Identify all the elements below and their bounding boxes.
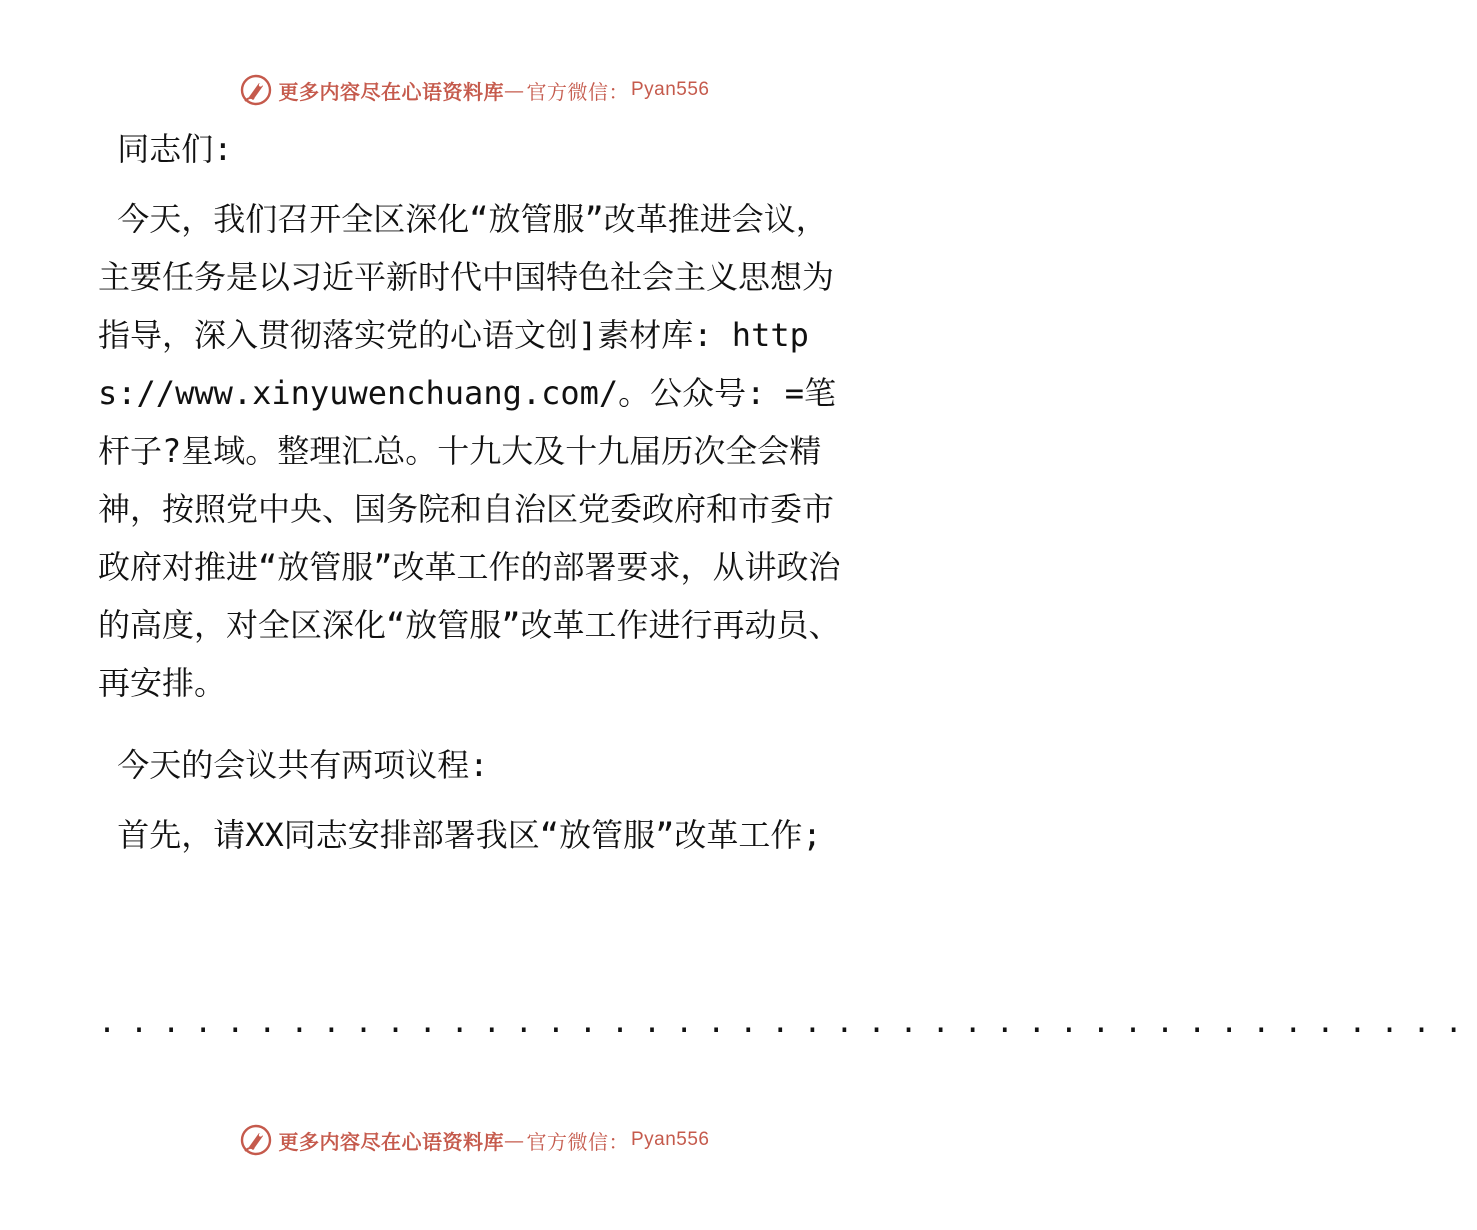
paragraph-first-item: 首先，请XX同志安排部署我区“放管服”改革工作; xyxy=(98,816,822,854)
watermark-label: 官方微信： xyxy=(526,1129,629,1154)
paragraph-intro: 今天，我们召开全区深化“放管服”改革推进会议，主要任务是以习近平新时代中国特色社会主义思想为指导，深入贯彻落实党的心语文创]素材库: https://www.xinyuwenchuang.com/。公众号: =笔杆子?星域。整理汇总。十九大及十九届历次全会精神，按照党中央、国务院和自治区党委政府和市委市政府对推进“放管服”改革工作的部署要求，从讲政治的高度，对全区深化“放管服”改革工作进行再动员、再安排。 xyxy=(98,200,841,702)
fountain-pen-logo-icon xyxy=(240,1124,272,1156)
paragraph-agenda: 今天的会议共有两项议程: xyxy=(98,746,489,784)
watermark-wechat-id: Pyan556 xyxy=(630,1129,710,1150)
salutation: 同志们: xyxy=(98,130,233,168)
ellipsis-line: ........................................... xyxy=(98,947,1477,1040)
fountain-pen-logo-icon xyxy=(240,74,272,106)
watermark-separator: — xyxy=(503,1128,525,1152)
watermark-brand: 更多内容尽在心语资料库 xyxy=(278,79,504,104)
header-watermark xyxy=(0,70,950,110)
watermark-label: 官方微信： xyxy=(526,79,629,104)
footer-watermark xyxy=(0,1120,950,1160)
watermark-wechat-id: Pyan556 xyxy=(630,79,710,100)
watermark-brand: 更多内容尽在心语资料库 xyxy=(278,1129,504,1154)
watermark-separator: — xyxy=(503,78,525,102)
